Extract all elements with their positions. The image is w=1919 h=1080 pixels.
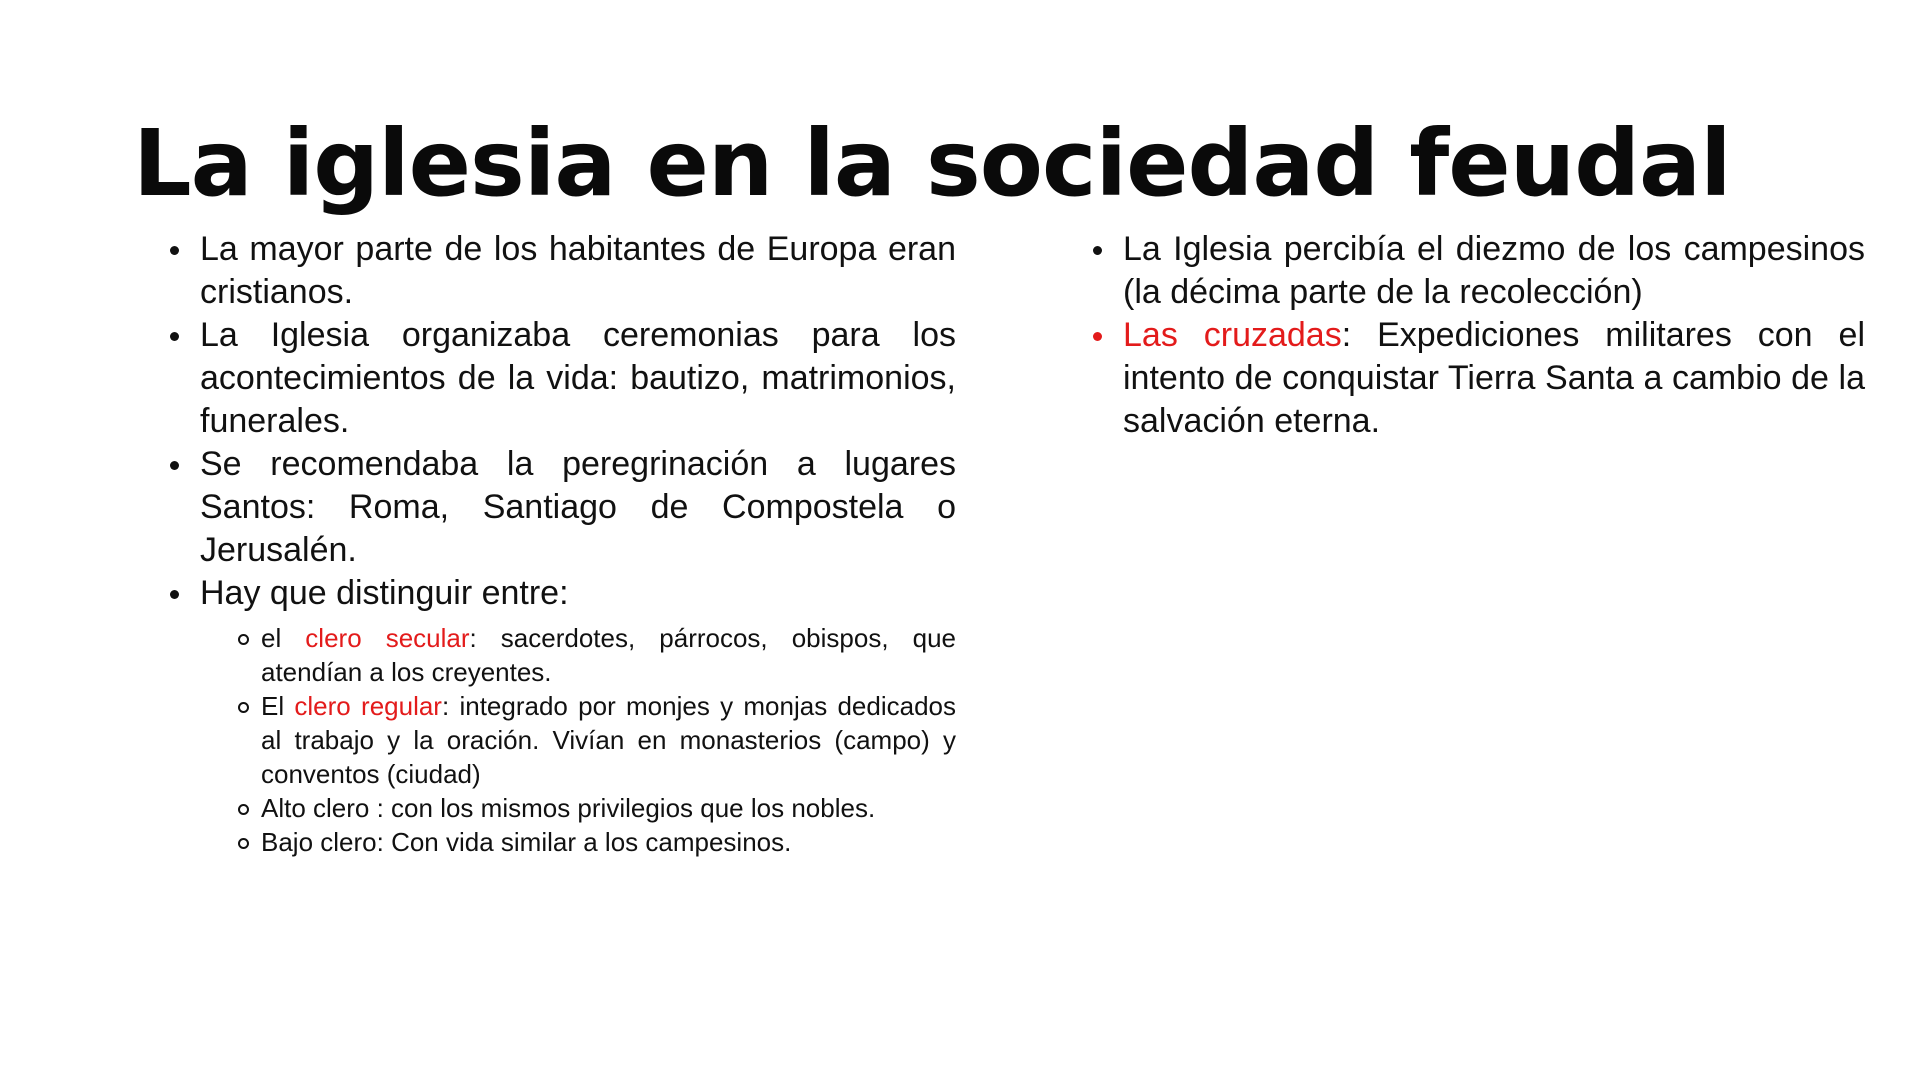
bullet-text: La Iglesia organizaba ceremonias para los acontecimientos de la vida: bautizo, matrimonios, funerales. xyxy=(200,316,956,440)
sub-bullet-item xyxy=(261,689,956,791)
sub-bullet-item xyxy=(261,621,956,689)
bullet-item xyxy=(1123,228,1865,314)
sub-rest: : sacerdotes, párrocos, obispos, que atendían a los creyentes. xyxy=(261,623,956,687)
sub-text: Alto clero : con los mismos privilegios que los nobles. xyxy=(261,793,876,823)
hollow-circle-bullet-icon xyxy=(238,634,249,645)
bullet-item xyxy=(200,228,956,314)
highlight-clero-secular: clero secular xyxy=(305,623,470,653)
bullet-dot-icon xyxy=(170,246,179,255)
sub-bullet-item xyxy=(261,825,956,859)
bullet-item xyxy=(1123,314,1865,443)
sub-prefix: El xyxy=(261,691,295,721)
bullet-item xyxy=(200,443,956,572)
highlight-las-cruzadas: Las cruzadas xyxy=(1123,316,1342,354)
bullet-text: Se recomendaba la peregrinación a lugares Santos: Roma, Santiago de Compostela o Jerusalén. xyxy=(200,445,956,569)
bullet-item xyxy=(200,572,956,859)
bullet-item xyxy=(200,314,956,443)
bullet-dot-icon xyxy=(170,590,179,599)
bullet-dot-red-icon xyxy=(1093,332,1102,341)
slide-title: La iglesia en la sociedad feudal xyxy=(133,110,1731,217)
bullet-text: La mayor parte de los habitantes de Europa eran cristianos. xyxy=(200,230,956,311)
sub-text: Bajo clero: Con vida similar a los campesinos. xyxy=(261,827,792,857)
clergy-sub-list xyxy=(200,621,956,859)
right-bullet-list xyxy=(1123,228,1865,443)
bullet-rest: : Expediciones militares con el intento de conquistar Tierra Santa a cambio de la salvación eterna. xyxy=(1123,316,1865,440)
hollow-circle-bullet-icon xyxy=(238,804,249,815)
right-column xyxy=(1123,228,1865,443)
sub-prefix: el xyxy=(261,623,306,653)
bullet-text: Hay que distinguir entre: xyxy=(200,574,569,612)
left-bullet-list xyxy=(200,228,956,859)
bullet-dot-icon xyxy=(1093,246,1102,255)
bullet-dot-icon xyxy=(170,332,179,341)
highlight-clero-regular: clero regular xyxy=(294,691,442,721)
bullet-dot-icon xyxy=(170,461,179,470)
sub-bullet-item xyxy=(261,791,956,825)
sub-rest: : integrado por monjes y monjas dedicados al trabajo y la oración. Vivían en monasterios (campo) y conventos (ciudad) xyxy=(261,691,956,789)
bullet-text: La Iglesia percibía el diezmo de los campesinos (la décima parte de la recolección) xyxy=(1123,230,1865,311)
hollow-circle-bullet-icon xyxy=(238,702,249,713)
left-column xyxy=(200,228,956,859)
hollow-circle-bullet-icon xyxy=(238,838,249,849)
